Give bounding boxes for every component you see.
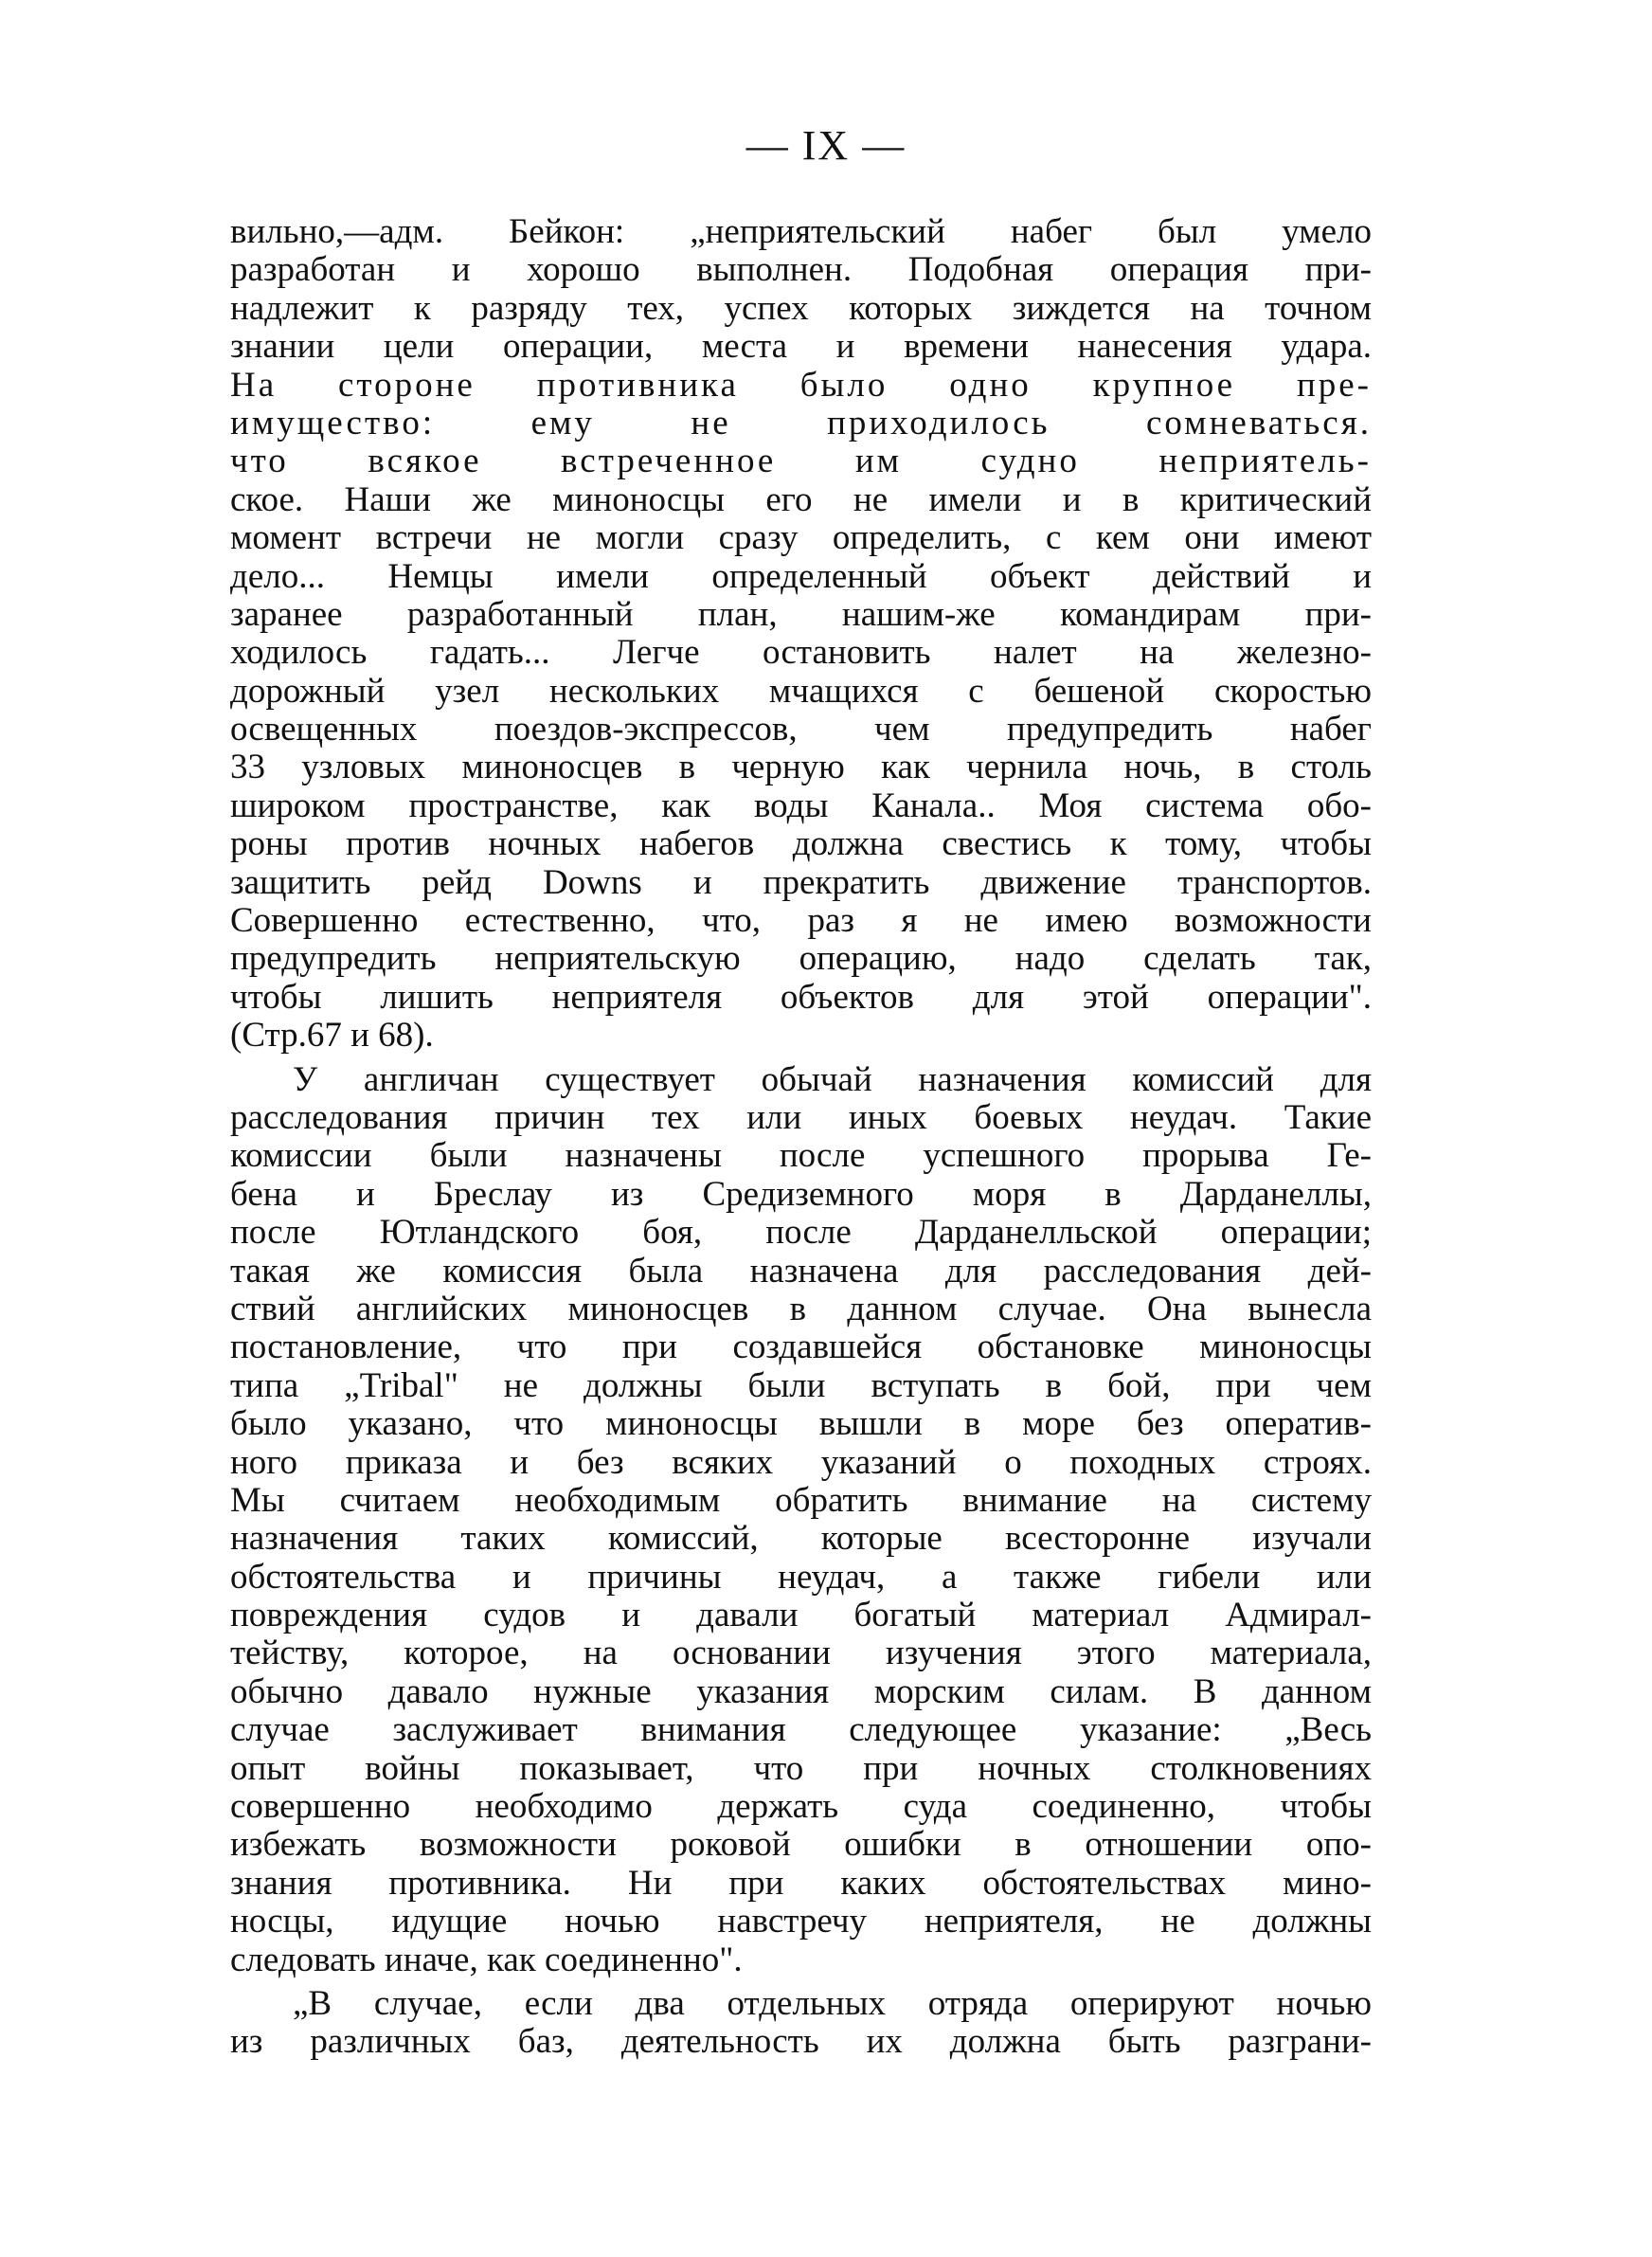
text-line: дело... Немцы имели определенный объект действий и	[230, 556, 1372, 596]
text-line: обстоятельства и причины неудач, а также гибели или	[230, 1557, 1372, 1597]
text-line: имущество: ему не приходилось сомневаться.	[230, 403, 1372, 442]
text-line: ствий английских миноносцев в данном случае. Она вынесла	[230, 1289, 1372, 1328]
text-line: заранее разработанный план, нашим-же командирам при-	[230, 594, 1372, 634]
text-line: следовать иначе, как соединенно".	[230, 1940, 743, 1979]
text-line: такая же комиссия была назначена для расследования дей-	[230, 1251, 1372, 1291]
text-line: ходилось гадать... Легче остановить налет на железно-	[230, 633, 1372, 673]
text-line: чтобы лишить неприятеля объектов для этой операции".	[230, 977, 1372, 1017]
text-line: обычно давало нужные указания морским силам. В данном	[230, 1671, 1372, 1711]
text-line: знания противника. Ни при каких обстоятельствах мино-	[230, 1863, 1372, 1903]
text-line: ного приказа и без всяких указаний о походных строях.	[230, 1442, 1372, 1482]
text-line: 33 узловых миноносцев в черную как чернила ночь, в столь	[230, 748, 1372, 787]
text-line: вильно,—адм. Бейкон: „неприятельский набег был умело	[230, 212, 1372, 251]
text-line: ское. Наши же миноносцы его не имели и в критический	[230, 479, 1372, 519]
text-line: бена и Бреслау из Средиземного моря в Дарданеллы,	[230, 1174, 1372, 1214]
text-line: освещенных поездов-экспрессов, чем предупредить набег	[230, 710, 1372, 749]
text-line: избежать возможности роковой ошибки в отношении опо-	[230, 1825, 1372, 1865]
text-line: постановление, что при создавшейся обстановке миноносцы	[230, 1327, 1372, 1367]
body-text	[230, 213, 1372, 2062]
text-line: опыт войны показывает, что при ночных столкновениях	[230, 1748, 1372, 1788]
page-number: — IX —	[745, 122, 907, 169]
text-line: роны против ночных набегов должна свестись к тому, чтобы	[230, 824, 1372, 864]
text-line: из различных баз, деятельность их должна быть разграни-	[230, 2022, 1372, 2062]
text-line: после Ютландского боя, после Дарданелльской операции;	[230, 1213, 1372, 1253]
text-line: Мы считаем необходимым обратить внимание на систему	[230, 1480, 1372, 1520]
text-line: повреждения судов и давали богатый материал Адмирал-	[230, 1596, 1372, 1635]
text-line: случае заслуживает внимания следующее указание: „Весь	[230, 1710, 1372, 1750]
paragraph-first-line: У англичан существует обычай назначения комиссий для	[293, 1059, 1372, 1099]
text-line: предупредить неприятельскую операцию, надо сделать так,	[230, 939, 1372, 979]
text-line: носцы, идущие ночью навстречу неприятеля, не должны	[230, 1902, 1372, 1941]
text-line: разработан и хорошо выполнен. Подобная операция при-	[230, 250, 1372, 290]
text-line: тейству, которое, на основании изучения этого материала,	[230, 1634, 1372, 1673]
text-line: (Стр.67 и 68).	[230, 1016, 434, 1056]
text-line: На стороне противника было одно крупное пре-	[230, 365, 1372, 405]
text-line: расследования причин тех или иных боевых неудач. Такие	[230, 1097, 1372, 1137]
text-line: широком пространстве, как воды Канала.. Моя система обо-	[230, 785, 1372, 825]
text-line: дорожный узел нескольких мчащихся с бешеной скоростью	[230, 671, 1372, 711]
text-line: было указано, что миноносцы вышли в море без оператив-	[230, 1404, 1372, 1444]
text-line: что всякое встреченное им судно неприятель-	[230, 442, 1372, 481]
paragraph-first-line: „В случае, если два отдельных отряда оперируют ночью	[293, 1983, 1372, 2023]
text-line: комиссии были назначены после успешного прорыва Ге-	[230, 1136, 1372, 1176]
text-line: знании цели операции, места и времени нанесения удара.	[230, 327, 1372, 367]
text-line: Совершенно естественно, что, раз я не имею возможности	[230, 901, 1372, 941]
text-line: типа „Tribal" не должны были вступать в бой, при чем	[230, 1365, 1372, 1405]
text-line: назначения таких комиссий, которые всесторонне изучали	[230, 1519, 1372, 1559]
text-line: защитить рейд Downs и прекратить движение транспортов.	[230, 862, 1372, 902]
text-line: совершенно необходимо держать суда соединенно, чтобы	[230, 1787, 1372, 1827]
text-line: момент встречи не могли сразу определить, с кем они имеют	[230, 518, 1372, 558]
text-line: надлежит к разряду тех, успех которых зиждется на точном	[230, 288, 1372, 328]
